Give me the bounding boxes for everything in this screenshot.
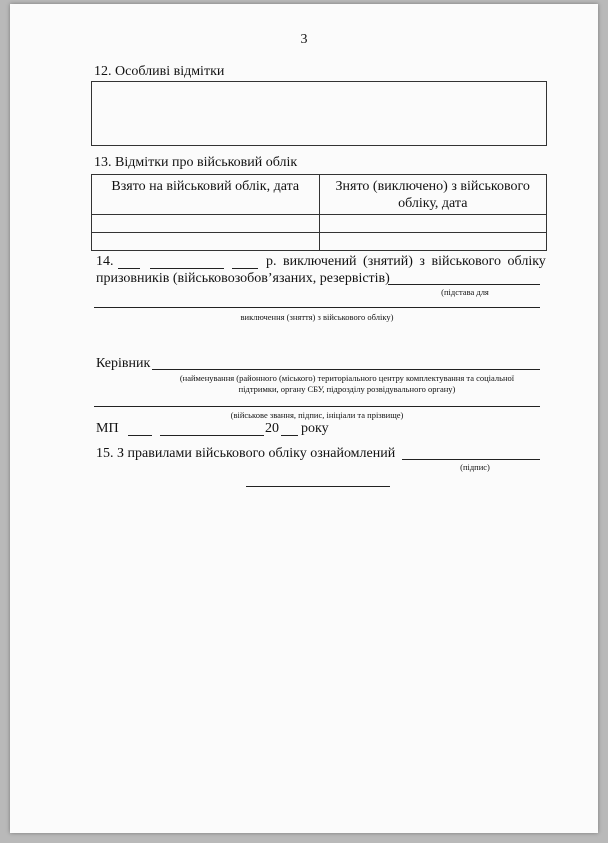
table-cell[interactable] — [92, 215, 320, 233]
year-prefix: 20 — [265, 421, 279, 436]
document-page — [10, 4, 598, 833]
section-14-number: 14. — [96, 254, 114, 269]
stamp-day-blank[interactable] — [128, 435, 152, 436]
head-blank[interactable] — [152, 369, 540, 370]
stamp-label: МП — [96, 421, 119, 436]
caption-head-2: підтримки, органу СБУ, підрозділу розвідувального органу) — [238, 384, 456, 394]
basis-blank-2[interactable] — [94, 307, 540, 308]
column-header-deregistered: Знято (виключено) з військового обліку, дата — [319, 175, 547, 215]
section-15-title: 15. З правилами військового обліку ознайомлений — [96, 446, 396, 461]
caption-basis-1: (підстава для — [441, 287, 489, 297]
acknowledgement-signature-blank[interactable] — [402, 459, 540, 460]
month-blank[interactable] — [150, 268, 224, 269]
section-14-line2: призовників (військовозобов’язаних, резервістів) — [96, 271, 390, 286]
section-12-title: 12. Особливі відмітки — [94, 64, 225, 79]
year-suffix: року — [301, 421, 329, 436]
column-header-registered: Взято на військовий облік, дата — [92, 175, 320, 215]
stamp-year-blank[interactable] — [281, 435, 298, 436]
caption-basis-2: виключення (зняття) з військового обліку) — [240, 312, 394, 322]
table-cell[interactable] — [319, 215, 547, 233]
signature-blank[interactable] — [94, 406, 540, 407]
stamp-month-blank[interactable] — [160, 435, 264, 436]
table-cell[interactable] — [92, 233, 320, 251]
caption-head-1: (найменування (районного (міського) територіального центру комплектування та соціальної — [179, 373, 515, 383]
day-blank[interactable] — [118, 268, 140, 269]
caption-signature: (військове звання, підпис, ініціали та прізвище) — [230, 410, 404, 420]
special-notes-box[interactable] — [91, 81, 547, 146]
year-blank[interactable] — [232, 268, 258, 269]
head-label: Керівник — [96, 356, 151, 371]
page-number: 3 — [300, 32, 308, 47]
table-row — [92, 215, 547, 233]
acknowledgement-name-blank[interactable] — [246, 486, 390, 487]
basis-blank-1[interactable] — [388, 284, 540, 285]
section-13-title: 13. Відмітки про військовий облік — [94, 155, 298, 170]
table-row — [92, 233, 547, 251]
table-cell[interactable] — [319, 233, 547, 251]
caption-acknowledgement-signature: (підпис) — [460, 462, 490, 472]
section-14-line1: р. виключений (знятий) з військового обліку — [266, 254, 546, 269]
military-registration-table — [91, 174, 547, 251]
